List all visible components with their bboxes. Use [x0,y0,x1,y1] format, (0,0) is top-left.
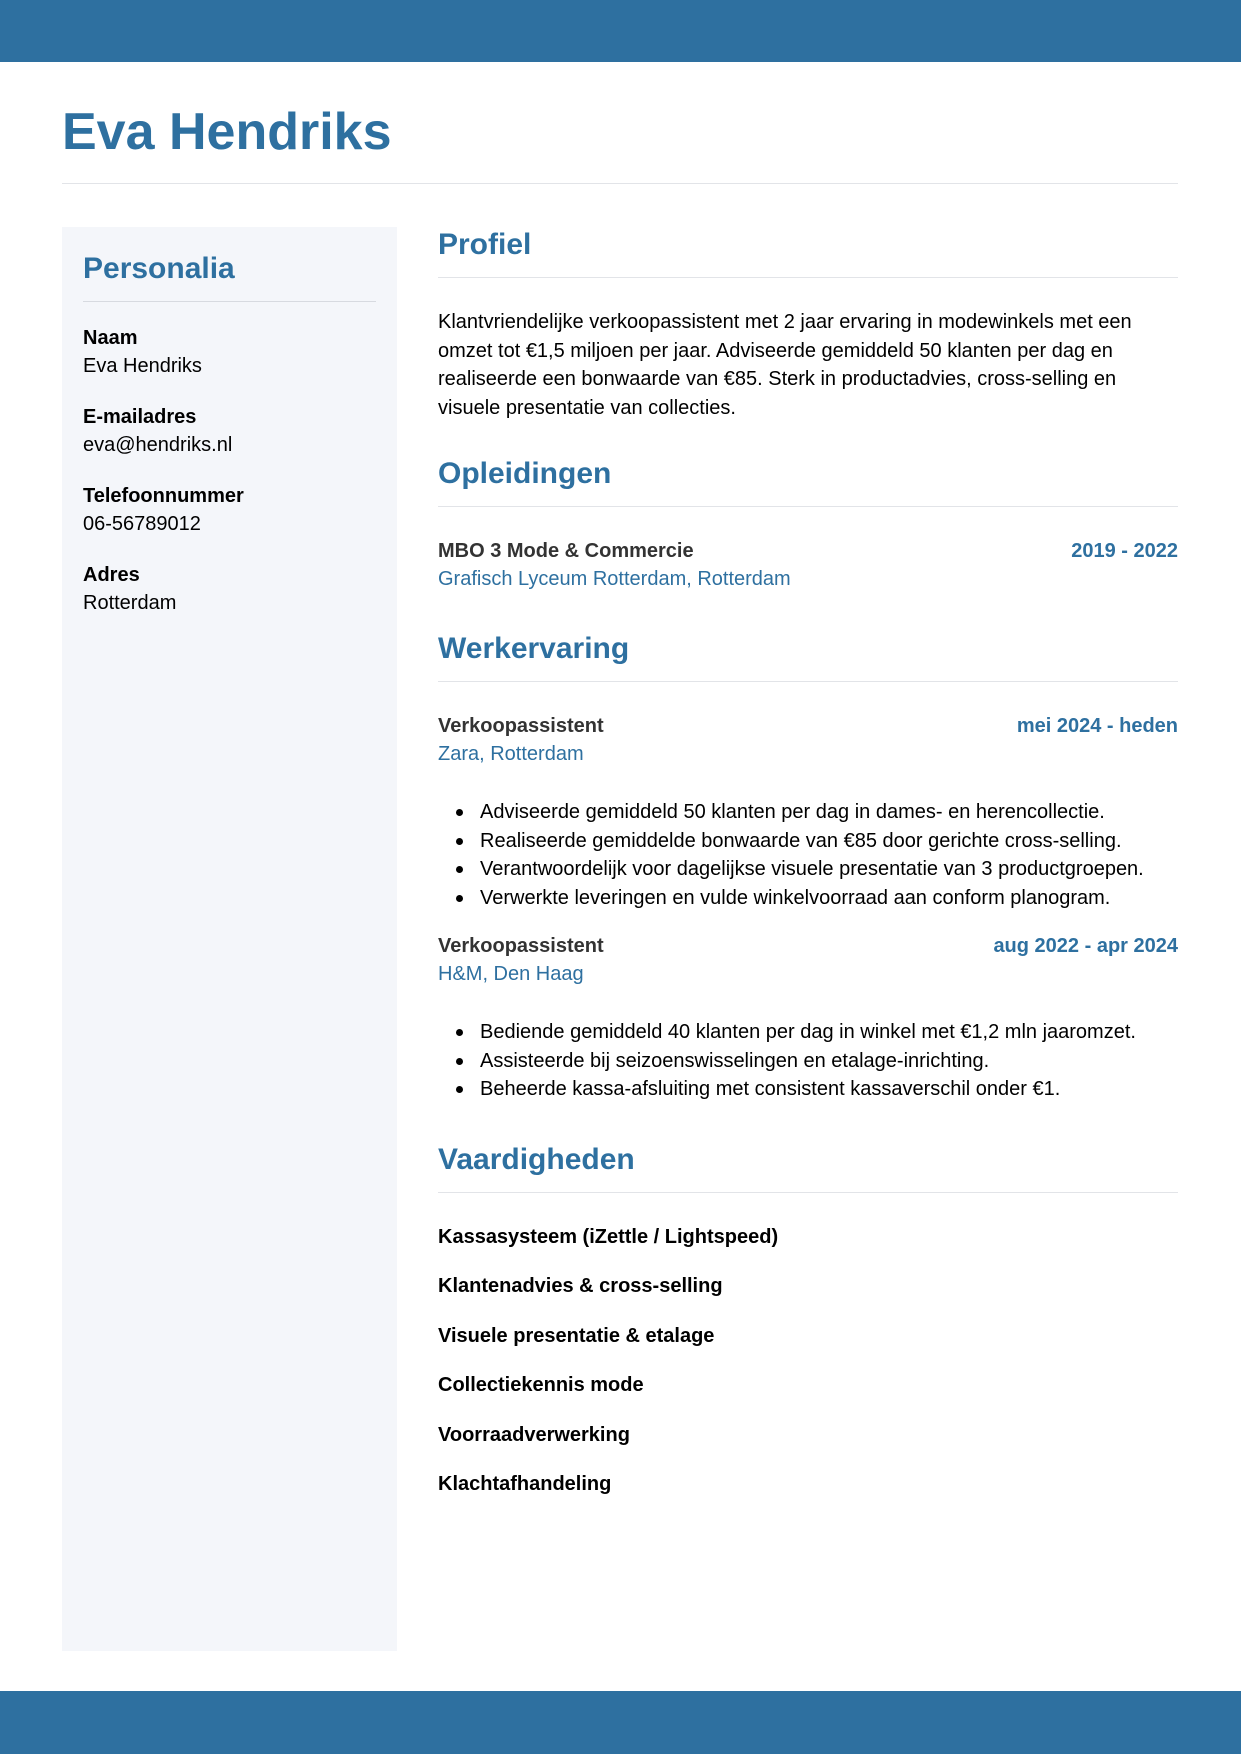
skill-item: Kassasysteem (iZettle / Lightspeed) [438,1225,779,1248]
list-item: Verwerkte leveringen en vulde winkelvoorraad aan conform planogram. [438,884,1178,913]
top-accent-bar [0,0,1241,62]
page-title: Eva Hendriks [62,103,392,161]
sidebar-heading: Personalia [83,252,235,285]
list-item: Bediende gemiddeld 40 klanten per dag in winkel met €1,2 mln jaaromzet. [438,1018,1178,1047]
job-company: Zara, Rotterdam [438,743,584,765]
bottom-accent-bar [0,1691,1241,1754]
field-email [83,403,376,459]
education-school: Grafisch Lyceum Rotterdam, Rotterdam [438,568,791,590]
field-label: Naam [83,327,138,349]
education-degree: MBO 3 Mode & Commercie [438,540,694,562]
field-value: 06-56789012 [83,513,201,535]
section-divider [438,681,1178,682]
title-divider [62,183,1178,184]
field-name [83,324,376,380]
skill-item: Collectiekennis mode [438,1374,644,1396]
job-role: Verkoopassistent [438,715,604,737]
sidebar-divider [83,301,376,302]
list-item: Adviseerde gemiddeld 50 klanten per dag in dames- en herencollectie. [438,798,1178,827]
skills-section [438,1142,1178,1499]
section-heading: Opleidingen [438,457,612,490]
field-address [83,561,376,617]
list-item: Assisteerde bij seizoenswisselingen en etalage-inrichting. [438,1047,1178,1076]
skill-item: Visuele presentatie & etalage [438,1324,715,1347]
job-entry [438,932,1178,1104]
job-role: Verkoopassistent [438,935,604,957]
main-content [438,227,1178,1520]
entry-header [438,537,1178,565]
work-section [438,631,1178,1104]
section-divider [438,277,1178,278]
skill-item: Voorraadverwerking [438,1423,630,1446]
field-label: Telefoonnummer [83,485,244,507]
section-divider [438,506,1178,507]
job-bullets [438,798,1178,912]
job-entry [438,712,1178,912]
job-company: H&M, Den Haag [438,963,584,985]
entry-header [438,932,1178,960]
profile-text: Klantvriendelijke verkoopassistent met 2 jaar ervaring in modewinkels met een omzet tot €1,5 miljoen per jaar. Adviseerde gemiddeld 50 klanten per dag en realiseerde een bonwaarde van €85. Sterk in productadvies, cross-selling en visuele presentatie van collecties. [438,311,1132,419]
field-label: Adres [83,564,140,586]
field-value: Rotterdam [83,592,177,614]
job-dates: mei 2024 - heden [1016,715,1178,737]
entry-header [438,712,1178,740]
section-heading: Vaardigheden [438,1142,635,1176]
section-heading: Werkervaring [438,632,630,665]
section-heading: Profiel [438,228,532,261]
education-section [438,456,1178,593]
field-value: eva@hendriks.nl [83,434,233,456]
education-dates: 2019 - 2022 [1071,540,1178,562]
profile-section [438,227,1178,422]
field-label: E-mailadres [83,406,197,428]
education-entry [438,537,1178,593]
skill-item: Klantenadvies & cross-selling [438,1275,723,1297]
job-bullets [438,1018,1178,1104]
personal-info-sidebar [62,227,397,1651]
section-divider [438,1192,1178,1193]
skill-item: Klachtafhandeling [438,1473,612,1495]
list-item: Realiseerde gemiddelde bonwaarde van €85 door gerichte cross-selling. [438,827,1178,856]
list-item: Beheerde kassa-afsluiting met consistent kassaverschil onder €1. [438,1075,1178,1104]
job-dates: aug 2022 - apr 2024 [993,935,1178,957]
field-phone [83,482,376,538]
field-value: Eva Hendriks [83,355,202,377]
list-item: Verantwoordelijk voor dagelijkse visuele presentatie van 3 productgroepen. [438,855,1178,884]
